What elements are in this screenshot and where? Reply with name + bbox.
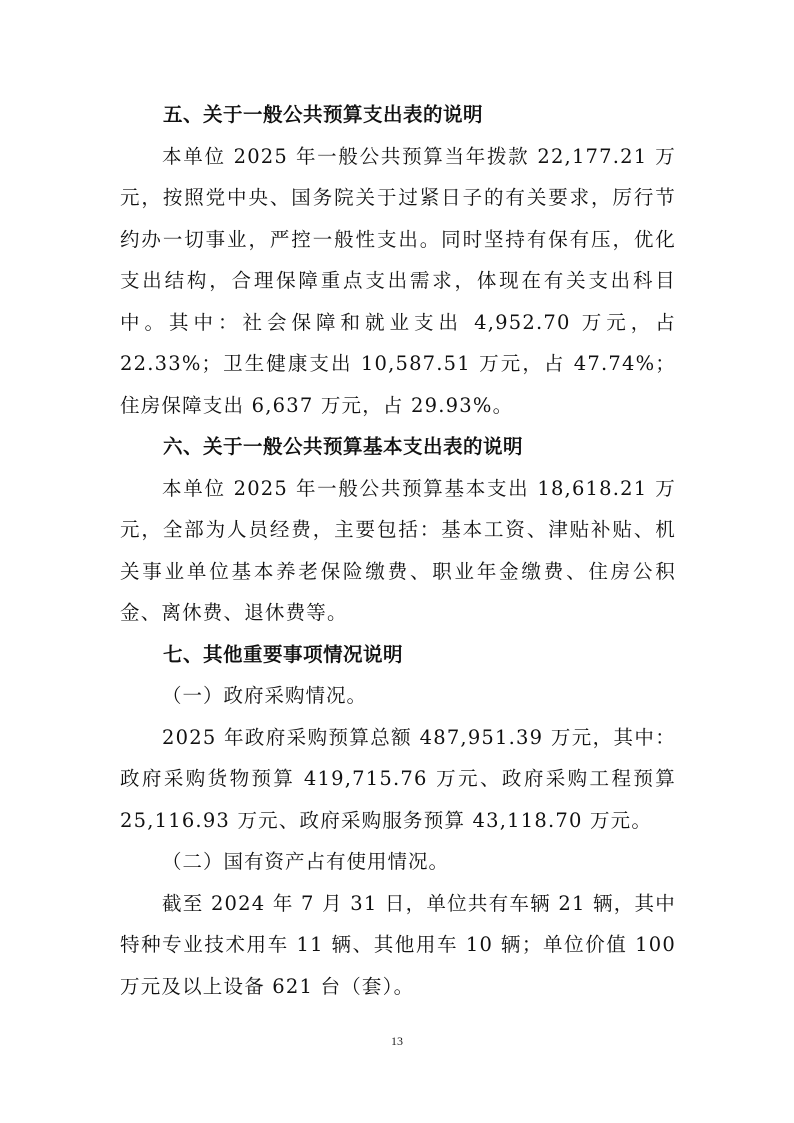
section-5-paragraph: 本单位 2025 年一般公共预算当年拨款 22,177.21 万元，按照党中央、国务院关于过紧日子的有关要求，厉行节约办一切事业，严控一般性支出。同时坚持有保有压，优化支出结构，合理保障重点支出需求，体现在有关支出科目中。其中：社会保障和就业支出 4,952.70 万元，占 22.33%；卫生健康支出 10,587.51 万元，占 47.74%；住房保障支出 6,637 万元，占 29.93%。 [120, 144, 676, 417]
page-number: 13 [391, 1034, 403, 1048]
section-heading-7: 七、其他重要事项情况说明 [163, 642, 404, 666]
procurement-paragraph: 2025 年政府采购预算总额 487,951.39 万元，其中：政府采购货物预算 419,715.76 万元、政府采购工程预算 25,116.93 万元、政府采购服务预算 43,118.70 万元。 [120, 725, 676, 832]
section-heading-6: 六、关于一般公共预算基本支出表的说明 [163, 435, 524, 458]
assets-paragraph: 截至 2024 年 7 月 31 日，单位共有车辆 21 辆，其中特种专业技术用车 11 辆、其他用车 10 辆；单位价值 100 万元及以上设备 621 台（套）。 [120, 891, 676, 998]
section-6-paragraph: 本单位 2025 年一般公共预算基本支出 18,618.21 万元，全部为人员经费，主要包括：基本工资、津贴补贴、机关事业单位基本养老保险缴费、职业年金缴费、住房公积金、离休费、退休费等。 [120, 476, 676, 624]
subheading-procurement: （一）政府采购情况。 [162, 684, 368, 707]
section-heading-5: 五、关于一般公共预算支出表的说明 [163, 103, 484, 126]
document-page [120, 94, 676, 1007]
subheading-assets: （二）国有资产占有使用情况。 [162, 850, 450, 873]
